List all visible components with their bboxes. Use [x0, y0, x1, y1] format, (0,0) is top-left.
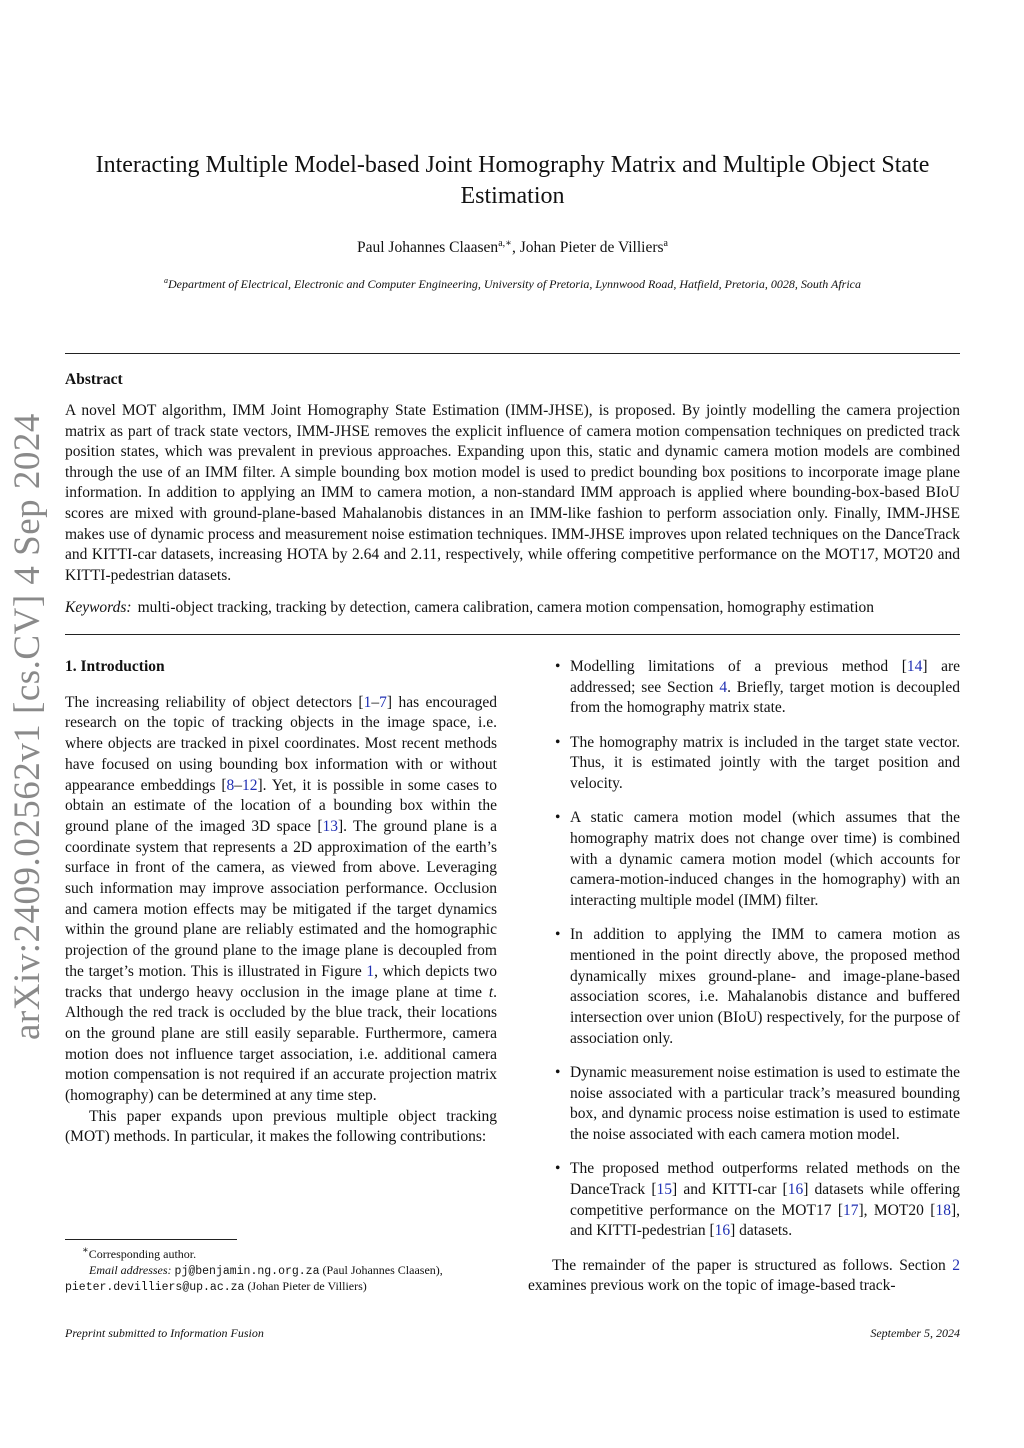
citation-link[interactable]: 16 — [714, 1222, 731, 1240]
left-column — [65, 657, 497, 1148]
contribution-item: • Dynamic measurement noise estimation is used to estimate the noise associated with a particular track’s measured bounding box, and dynamic process noise estimation is used to estimate the noise associated with each camera motion model. — [555, 1063, 960, 1144]
citation-link[interactable]: 1 — [363, 693, 372, 711]
remainder-paragraph: The remainder of the paper is structured as follows. Section 2 examines previous work on the topic of image-based track- — [528, 1256, 960, 1295]
author-affiliation-mark: a,∗ — [498, 238, 512, 249]
citation-link[interactable]: 16 — [787, 1180, 804, 1198]
author-list — [65, 238, 960, 257]
section-link[interactable]: 4 — [719, 678, 728, 696]
footnotes — [65, 1243, 505, 1296]
footnote-rule — [65, 1239, 237, 1240]
math-variable-t: t — [488, 983, 494, 1001]
contribution-item: • The homography matrix is included in the target state vector. Thus, it is estimated jointly with the target position and velocity. — [555, 733, 960, 793]
footer-date: September 5, 2024 — [870, 1326, 960, 1340]
citation-link[interactable]: 8 — [226, 776, 235, 794]
contribution-item: • The proposed method outperforms related methods on the DanceTrack [15] and KITTI-car [16] datasets while offering competitive performance on the MOT17 [17], MOT20 [18], and KITTI-pedestrian [16] datasets. — [555, 1160, 960, 1240]
citation-link[interactable]: 17 — [843, 1201, 859, 1219]
citation-link[interactable]: 13 — [322, 817, 338, 835]
right-column — [528, 657, 960, 1297]
author-affiliation-mark: a — [663, 238, 668, 249]
keywords-text: multi-object tracking, tracking by detection, camera calibration, camera motion compensation, homography estimation — [137, 599, 875, 616]
contribution-item: • In addition to applying the IMM to camera motion as mentioned in the point directly above, the proposed method dynamically mixes ground-plane- and image-plane-based association scores, i.e. Mahalanobis distance and buffered intersection over union (BIoU) respectively, for the purpose of association only. — [555, 926, 960, 1047]
footnote-corresponding: ∗Corresponding author. — [82, 1245, 197, 1261]
author-name: Johan Pieter de Villiers — [519, 239, 664, 257]
section-heading-introduction: 1. Introduction — [65, 658, 165, 675]
contribution-item: • A static camera motion model (which assumes that the homography matrix does not change over time) is combined with a dynamic camera motion model (which accounts for camera-motion-induced changes in the homography) with an interacting multiple model (IMM) filter. — [555, 809, 960, 910]
section-link[interactable]: 2 — [952, 1256, 960, 1274]
contribution-item: • Modelling limitations of a previous method [14] are addressed; see Section 4. Briefly, target motion is decoupled from the homography matrix state. — [555, 658, 960, 717]
citation-link[interactable]: 7 — [379, 693, 387, 711]
citation-link[interactable]: 15 — [656, 1180, 672, 1198]
footnote-emails: Email addresses: pj@benjamin.ng.org.za (Paul Johannes Claasen), — [89, 1262, 443, 1278]
affiliation-text: Department of Electrical, Electronic and Computer Engineering, University of Pretoria, Lynnwood Road, Hatfield, Pretoria, 0028, South Africa — [168, 277, 861, 291]
figure-link[interactable]: 1 — [366, 962, 375, 980]
abstract-top-rule — [65, 353, 960, 354]
affiliation — [65, 276, 960, 292]
footer-preprint-note: Preprint submitted to Information Fusion — [65, 1326, 264, 1340]
keywords-line — [65, 599, 970, 617]
citation-link[interactable]: 14 — [906, 658, 923, 675]
abstract-heading: Abstract — [65, 371, 123, 388]
footnote-emails-cont: pieter.devilliers@up.ac.za (Johan Pieter de Villiers) — [65, 1279, 367, 1294]
abstract-bottom-rule — [65, 634, 960, 635]
email-address[interactable]: pj@benjamin.ng.org.za — [174, 1264, 320, 1278]
contributions-list — [528, 657, 960, 1242]
citation-link[interactable]: 18 — [935, 1201, 951, 1219]
intro-paragraph-2: This paper expands upon previous multiple object tracking (MOT) methods. In particular, it makes the following contributions: — [65, 1107, 497, 1146]
affiliation-mark: a — [164, 276, 168, 285]
intro-paragraph-1: The increasing reliability of object detectors [1–7] has encouraged research on the topic of tracking objects in the image space, i.e. where objects are tracked in pixel coordinates. Most recent methods have focused on using bounding box information with or without appearance embeddings [8–12]. Yet, it is possible in some cases to obtain an estimate of the location of a bounding box within the ground plane of the imaged 3D space [13]. The ground plane is a coordinate system that represents a 2D approximation of the earth’s surface in front of the camera, as viewed from above. Leveraging such information may improve association performance. Occlusion and camera motion effects may be mitigated if the target dynamics within the ground plane are reliably estimated and the homographic projection of the ground plane to the image plane is decoupled from the target’s motion. This is illustrated in Figure 1, which depicts two tracks that undergo heavy occlusion in the image plane at time t. Although the red track is occluded by the blue track, their locations on the ground plane are still easily separable. Furthermore, camera motion does not influence target association, i.e. additional camera motion compensation is not required if an accurate projection matrix (homography) can be determined at any time step. — [65, 693, 497, 1105]
paper-title: Interacting Multiple Model-based Joint Homography Matrix and Multiple Object State Estimation — [95, 152, 930, 209]
arxiv-identifier-stamp: arXiv:2409.02562v1 [cs.CV] 4 Sep 2024 — [7, 413, 48, 1040]
email-address[interactable]: pieter.devilliers@up.ac.za — [65, 1281, 245, 1294]
author-separator: , — [511, 239, 520, 257]
abstract-text: A novel MOT algorithm, IMM Joint Homography State Estimation (IMM-JHSE), is proposed. By jointly modelling the camera projection matrix as part of track state vectors, IMM-JHSE removes the explicit influence of camera motion compensation techniques on predicted track position states, which was prevalent in previous approaches. Expanding upon this, static and dynamic camera motion models are combined through the use of an IMM filter. A simple bounding box motion model is used to predict bounding box positions to incorporate image plane information. In addition to applying an IMM to camera motion, a non-standard IMM approach is applied where bounding-box-based BIoU scores are mixed with ground-plane-based Mahalanobis distances in an IMM-like fashion to perform association only. Finally, IMM-JHSE makes use of dynamic process and measurement noise estimation techniques. IMM-JHSE improves upon related techniques on the DanceTrack and KITTI-car datasets, increasing HOTA by 2.64 and 2.11, respectively, while offering competitive performance on the MOT17, MOT20 and KITTI-pedestrian datasets. — [65, 402, 960, 584]
citation-link[interactable]: 12 — [242, 776, 258, 794]
keywords-label: Keywords: — [65, 599, 132, 616]
author-name: Paul Johannes Claasen — [356, 239, 499, 257]
